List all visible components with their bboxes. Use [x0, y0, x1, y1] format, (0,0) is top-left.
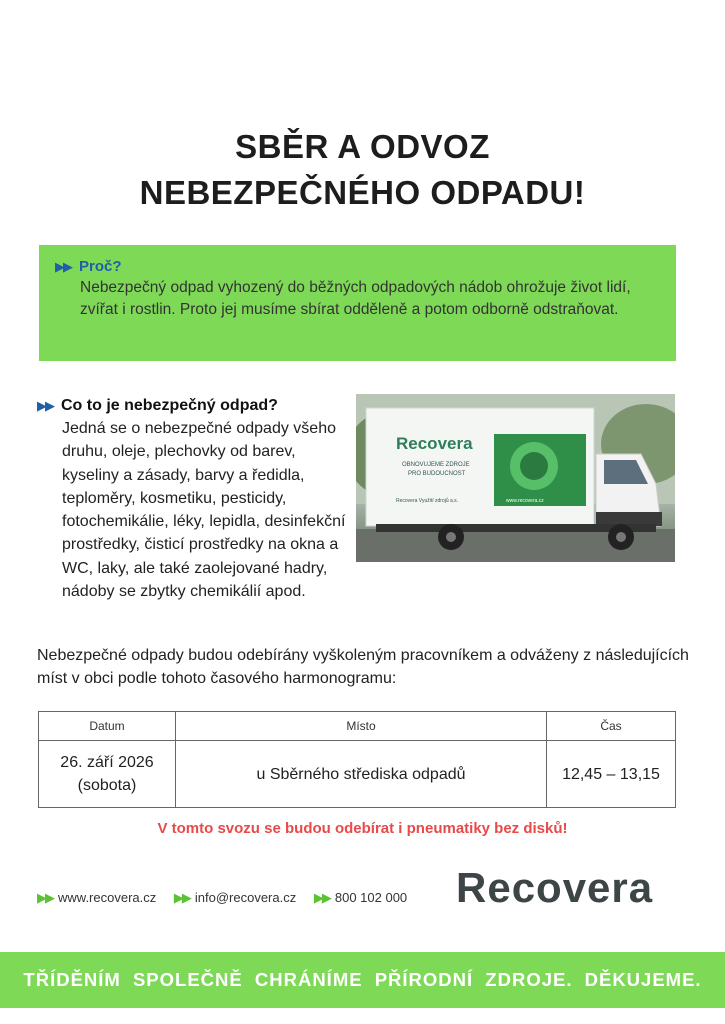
schedule-table	[38, 711, 676, 808]
double-arrow-icon: ▶▶	[55, 259, 71, 274]
recovera-logo: Recovera	[456, 864, 654, 911]
what-heading-text: Co to je nebezpečný odpad?	[61, 397, 278, 414]
date-line-1: 26. září 2026	[60, 754, 154, 771]
cell-time: 12,45 – 13,15	[547, 741, 676, 808]
why-text: Nebezpečný odpad vyhozený do běžných odpadových nádob ohrožuje život lidí, zvířat i rostlin. Proto jej musíme sbírat odděleně a potom odborně odstraňovat.	[80, 279, 631, 318]
why-heading	[55, 257, 660, 277]
phone-number: 800 102 000	[334, 890, 408, 905]
page-title	[0, 124, 725, 216]
truck-photo	[356, 394, 675, 562]
truck-illustration	[356, 394, 675, 562]
cell-date	[39, 741, 176, 808]
cell-place: u Sběrného střediska odpadů	[176, 741, 547, 808]
contact-bar	[37, 890, 421, 906]
truck-website: www.recovera.cz	[506, 498, 544, 504]
what-heading	[37, 395, 347, 417]
intro-text: Nebezpečné odpady budou odebírány vyškoleným pracovníkem a odváženy z následujících míst v obci podle tohoto časového harmonogramu:	[37, 647, 689, 687]
web-link[interactable]: www.recovera.cz	[58, 890, 157, 905]
what-text: Jedná se o nebezpečné odpady všeho druhu, oleje, plechovky od barev, kyseliny a zásady, barvy a ředidla, teploměry, kosmetiku, pesticidy, fotochemikálie, léky, lepidla, desinfekční prostředky, čisticí prostředky na okna a WC, laky, ale také zaolejované hadry, nádoby se zbytky chemikálií apod.	[62, 420, 346, 601]
footer-banner: TŘÍDĚNÍM SPOLEČNĚ CHRÁNÍME PŘÍRODNÍ ZDROJE. DĚKUJEME.	[0, 952, 725, 1008]
double-arrow-icon: ▶▶	[173, 890, 190, 905]
table-row	[39, 741, 676, 808]
header-place: Místo	[176, 712, 547, 741]
truck-brand: Recovera	[396, 434, 473, 453]
schedule-header-row	[39, 712, 676, 741]
title-line-1: SBĚR A ODVOZ	[235, 128, 490, 165]
why-section	[39, 245, 676, 361]
double-arrow-icon: ▶▶	[37, 398, 53, 413]
truck-slogan-2: PRO BUDOUCNOST	[408, 471, 466, 477]
header-date: Datum	[39, 712, 176, 741]
double-arrow-icon: ▶▶	[37, 890, 53, 905]
truck-slogan-1: OBNOVUJEME ZDROJE	[402, 462, 470, 468]
contact-email[interactable]	[174, 890, 296, 905]
title-line-2: NEBEZPEČNÉHO ODPADU!	[139, 174, 586, 211]
truck-small-text: Recovera Využití zdrojů a.s.	[396, 498, 459, 504]
contact-phone	[314, 890, 407, 905]
contact-web[interactable]	[37, 890, 156, 905]
what-section	[37, 395, 347, 603]
tires-notice: V tomto svozu se budou odebírat i pneumatiky bez disků!	[157, 820, 568, 837]
double-arrow-icon: ▶▶	[313, 890, 330, 905]
email-link[interactable]: info@recovera.cz	[194, 890, 297, 905]
header-time: Čas	[547, 712, 676, 741]
why-heading-text: Proč?	[79, 258, 122, 275]
date-line-2: (sobota)	[77, 777, 137, 794]
